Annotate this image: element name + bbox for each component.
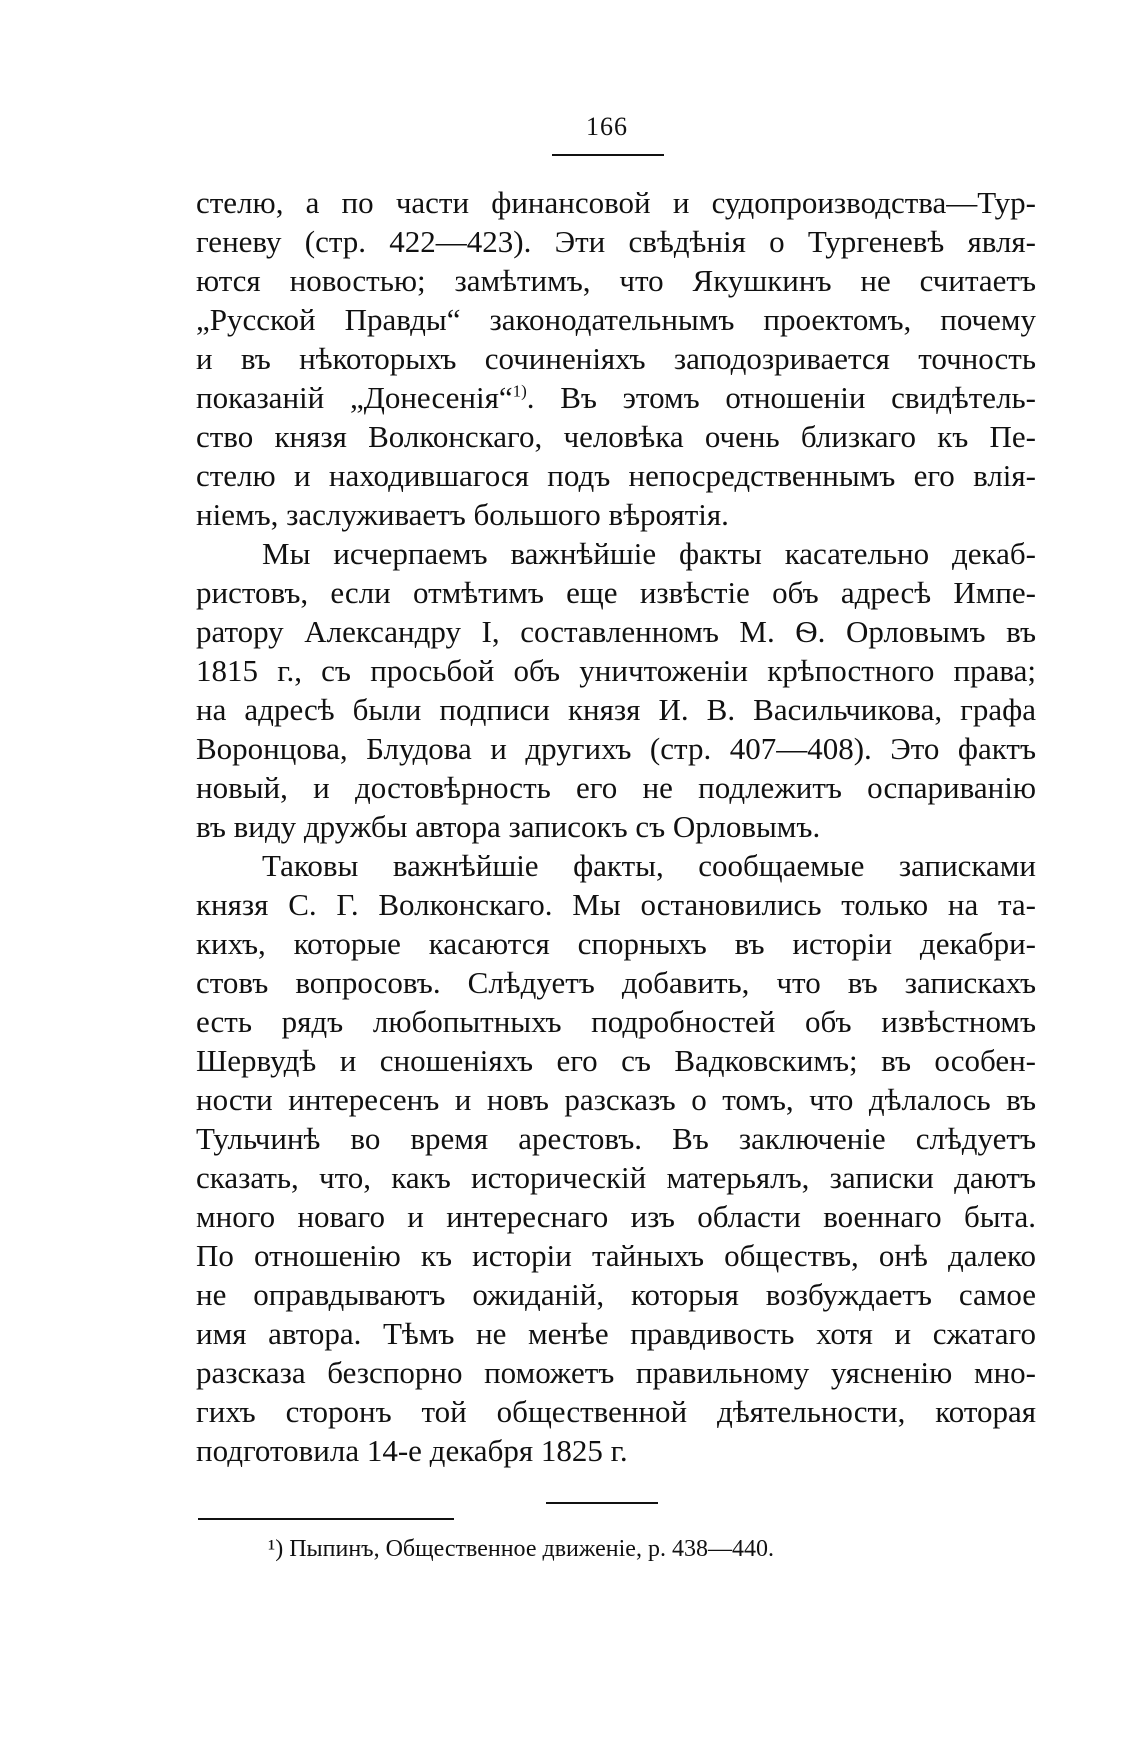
text-line: князя С. Г. Волконскаго. Мы остановились только на та- — [196, 887, 1036, 922]
footnote-separator-rule — [198, 1518, 454, 1520]
footnote-text: Пыпинъ, Общественное движеніе, р. 438—440. — [283, 1536, 774, 1562]
text-line: Таковы важнѣйшіе факты, сообщаемые записками — [262, 848, 1036, 883]
text-fragment: показаній „Донесенія“ — [196, 380, 513, 415]
text-line: ратору Александру I, составленномъ М. Ѳ. Орловымъ въ — [196, 614, 1036, 649]
footnote-reference[interactable]: 1) — [512, 381, 527, 401]
footnote — [268, 1534, 988, 1564]
text-line: ство князя Волконскаго, человѣка очень близкаго къ Пе- — [196, 419, 1036, 454]
text-line: 1815 г., съ просьбой объ уничтоженіи крѣпостного права; — [196, 653, 1036, 688]
text-line: гихъ сторонъ той общественной дѣятельности, которая — [196, 1394, 1036, 1429]
text-line: новый, и достовѣрность его не подлежитъ оспариванію — [196, 770, 1036, 805]
paragraph-1 — [196, 183, 1036, 534]
page-number: 166 — [586, 112, 628, 141]
text-line: геневу (стр. 422—423). Эти свѣдѣнія о Тургеневѣ явля- — [196, 224, 1036, 259]
text-line: есть рядъ любопытныхъ подробностей объ извѣстномъ — [196, 1004, 1036, 1039]
text-line: Шервудѣ и сношеніяхъ его съ Вадковскимъ; въ особен- — [196, 1043, 1036, 1078]
text-line: ристовъ, если отмѣтимъ еще извѣстіе объ адресѣ Импе- — [196, 575, 1036, 610]
text-line: ности интересенъ и новъ разсказъ о томъ, что дѣлалось въ — [196, 1082, 1036, 1117]
text-line: подготовила 14-е декабря 1825 г. — [196, 1433, 628, 1468]
page-number-rule — [552, 154, 664, 156]
text-line: въ виду дружбы автора записокъ съ Орловымъ. — [196, 809, 821, 844]
text-line: Мы исчерпаемъ важнѣйшіе факты касательно декаб- — [262, 536, 1036, 571]
text-line: много новаго и интереснаго изъ области военнаго быта. — [196, 1199, 1036, 1234]
text-line: стовъ вопросовъ. Слѣдуетъ добавить, что въ запискахъ — [196, 965, 1036, 1000]
text-line: сказать, что, какъ историческій матерьялъ, записки даютъ — [196, 1160, 1036, 1195]
paragraph-2 — [196, 534, 1036, 846]
text-line: не оправдываютъ ожиданій, которыя возбуждаетъ самое — [196, 1277, 1036, 1312]
text-line: разсказа безспорно поможетъ правильному уясненію мно- — [196, 1355, 1036, 1390]
text-line: Тульчинѣ во время арестовъ. Въ заключеніе слѣдуетъ — [196, 1121, 1036, 1156]
text-line: имя автора. Тѣмъ не менѣе правдивость хотя и сжатаго — [196, 1316, 1036, 1351]
text-line: ніемъ, заслуживаетъ большого вѣроятія. — [196, 497, 729, 532]
text-line: на адресѣ были подписи князя И. В. Васильчикова, графа — [196, 692, 1036, 727]
text-fragment: . Въ этомъ отношеніи свидѣтель- — [526, 380, 1037, 415]
body-text — [196, 183, 1036, 1470]
footnote-mark: ¹) — [268, 1536, 284, 1562]
text-line: ются новостью; замѣтимъ, что Якушкинъ не считаетъ — [196, 263, 1036, 298]
text-line: „Русской Правды“ законодательнымъ проектомъ, почему — [196, 302, 1036, 337]
text-line: стелю и находившагося подъ непосредственнымъ его влія- — [196, 458, 1036, 493]
text-line: стелю, а по части финансовой и судопроизводства—Тур- — [196, 185, 1036, 220]
text-line: По отношенію къ исторіи тайныхъ обществъ, онѣ далеко — [196, 1238, 1036, 1273]
text-line: Воронцова, Блудова и другихъ (стр. 407—408). Это фактъ — [196, 731, 1036, 766]
text-line: и въ нѣкоторыхъ сочиненіяхъ заподозривается точность — [196, 341, 1036, 376]
text-line: кихъ, которые касаются спорныхъ въ исторіи декабри- — [196, 926, 1036, 961]
section-end-rule — [546, 1502, 658, 1504]
text-line-with-footnote-ref — [196, 378, 1036, 417]
paragraph-3 — [196, 846, 1036, 1470]
